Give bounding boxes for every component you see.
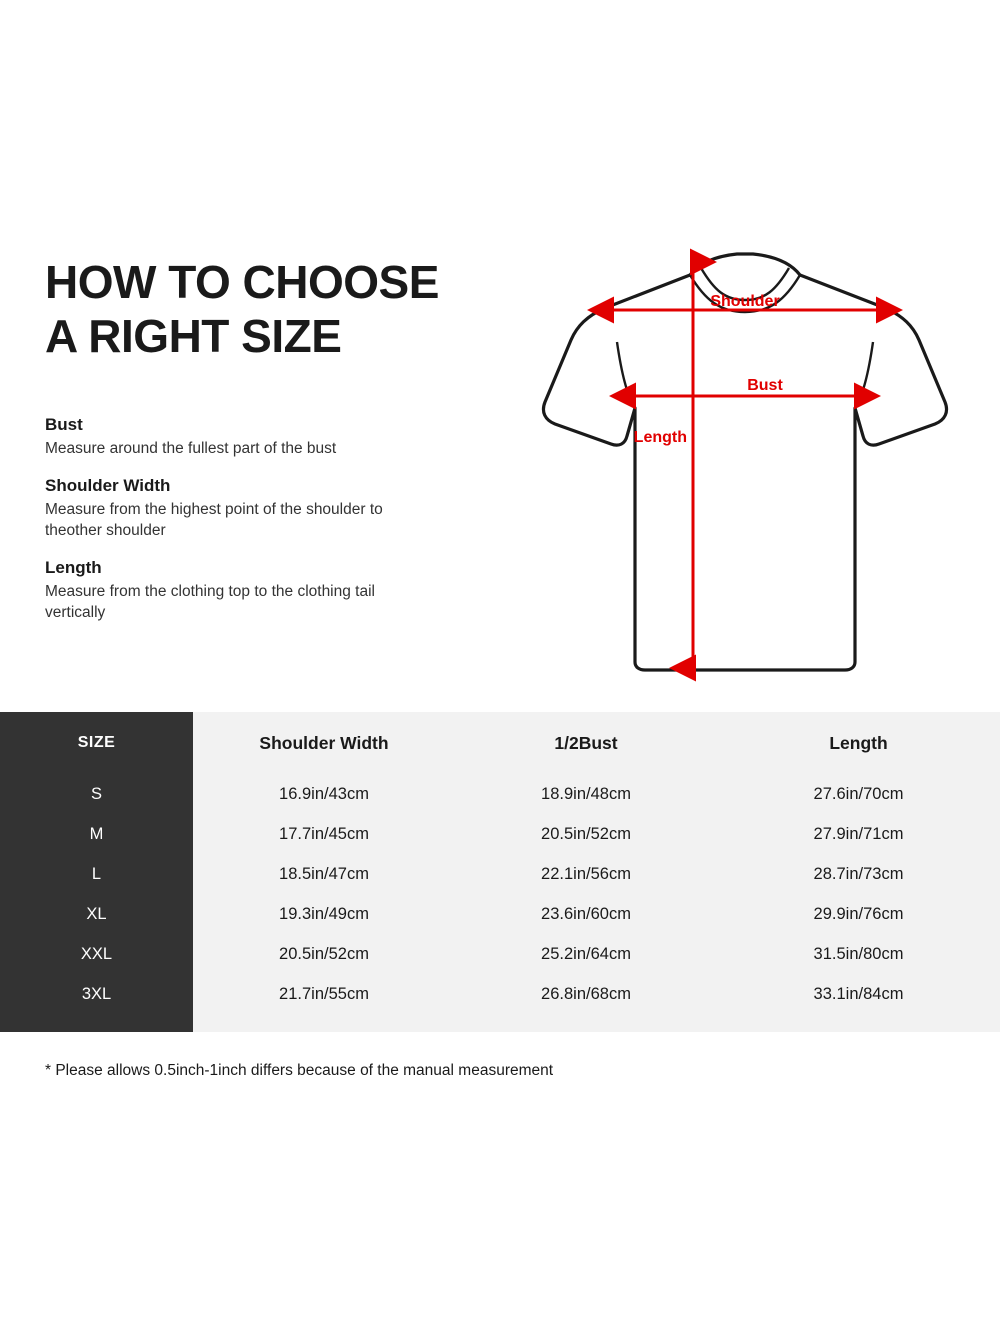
definition-shoulder-width (45, 476, 525, 542)
cell-size: 3XL (81, 984, 112, 1003)
cell-length: 28.7in/73cm (813, 864, 904, 883)
column-header-half-bust: 1/2Bust (554, 732, 618, 753)
cell-shoulder-width: 18.5in/47cm (279, 864, 369, 883)
bust-label: Bust (747, 377, 783, 394)
column-header-length: Length (829, 732, 888, 753)
cell-shoulder-width: 17.7in/45cm (279, 824, 369, 843)
table-row (0, 934, 1000, 974)
length-label: Length (633, 429, 687, 446)
definition-description: Measure from the clothing top to the clothing tail vertically (45, 582, 375, 621)
page-title-line1: HOW TO CHOOSE (45, 256, 439, 308)
cell-half-bust: 18.9in/48cm (541, 784, 631, 803)
table-row (0, 974, 1000, 1014)
cell-size: S (90, 784, 102, 803)
cell-shoulder-width: 19.3in/49cm (279, 904, 369, 923)
definition-description: Measure around the fullest part of the bust (45, 440, 337, 457)
cell-length: 27.9in/71cm (813, 824, 904, 843)
cell-length: 33.1in/84cm (813, 984, 904, 1003)
cell-size: M (89, 824, 104, 843)
cell-length: 27.6in/70cm (813, 784, 904, 803)
cell-size: L (91, 864, 102, 883)
cell-shoulder-width: 16.9in/43cm (279, 784, 369, 803)
definitions-list (45, 415, 525, 640)
column-header-shoulder-width: Shoulder Width (259, 732, 389, 753)
cell-shoulder-width: 20.5in/52cm (279, 944, 369, 963)
definition-description: Measure from the highest point of the shoulder to theother shoulder (45, 500, 383, 539)
measurement-footnote: * Please allows 0.5inch-1inch differs because of the manual measurement (45, 1062, 554, 1079)
table-row (0, 854, 1000, 894)
definition-length (45, 558, 525, 624)
definition-term: Bust (45, 415, 83, 434)
cell-size: XXL (80, 944, 113, 963)
cell-half-bust: 22.1in/56cm (541, 864, 631, 883)
cell-shoulder-width: 21.7in/55cm (279, 984, 369, 1003)
table-row (0, 814, 1000, 854)
table-header-row (0, 712, 1000, 774)
table-row (0, 894, 1000, 934)
column-header-size: SIZE (77, 734, 116, 751)
cell-half-bust: 20.5in/52cm (541, 824, 631, 843)
cell-half-bust: 23.6in/60cm (541, 904, 631, 923)
shoulder-label: Shoulder (710, 293, 780, 310)
cell-half-bust: 26.8in/68cm (541, 984, 631, 1003)
definition-term: Shoulder Width (45, 475, 171, 495)
cell-length: 29.9in/76cm (813, 904, 904, 923)
page-title-line2: A RIGHT SIZE (45, 310, 342, 363)
table-row (0, 774, 1000, 814)
cell-length: 31.5in/80cm (813, 944, 904, 963)
cell-half-bust: 25.2in/64cm (541, 944, 631, 963)
definition-term: Length (45, 557, 102, 577)
definition-bust (45, 415, 525, 460)
page-title (45, 255, 515, 364)
tshirt-diagram (505, 230, 985, 700)
cell-size: XL (86, 904, 107, 923)
size-table (0, 712, 1000, 1014)
size-table-container (0, 712, 1000, 1032)
